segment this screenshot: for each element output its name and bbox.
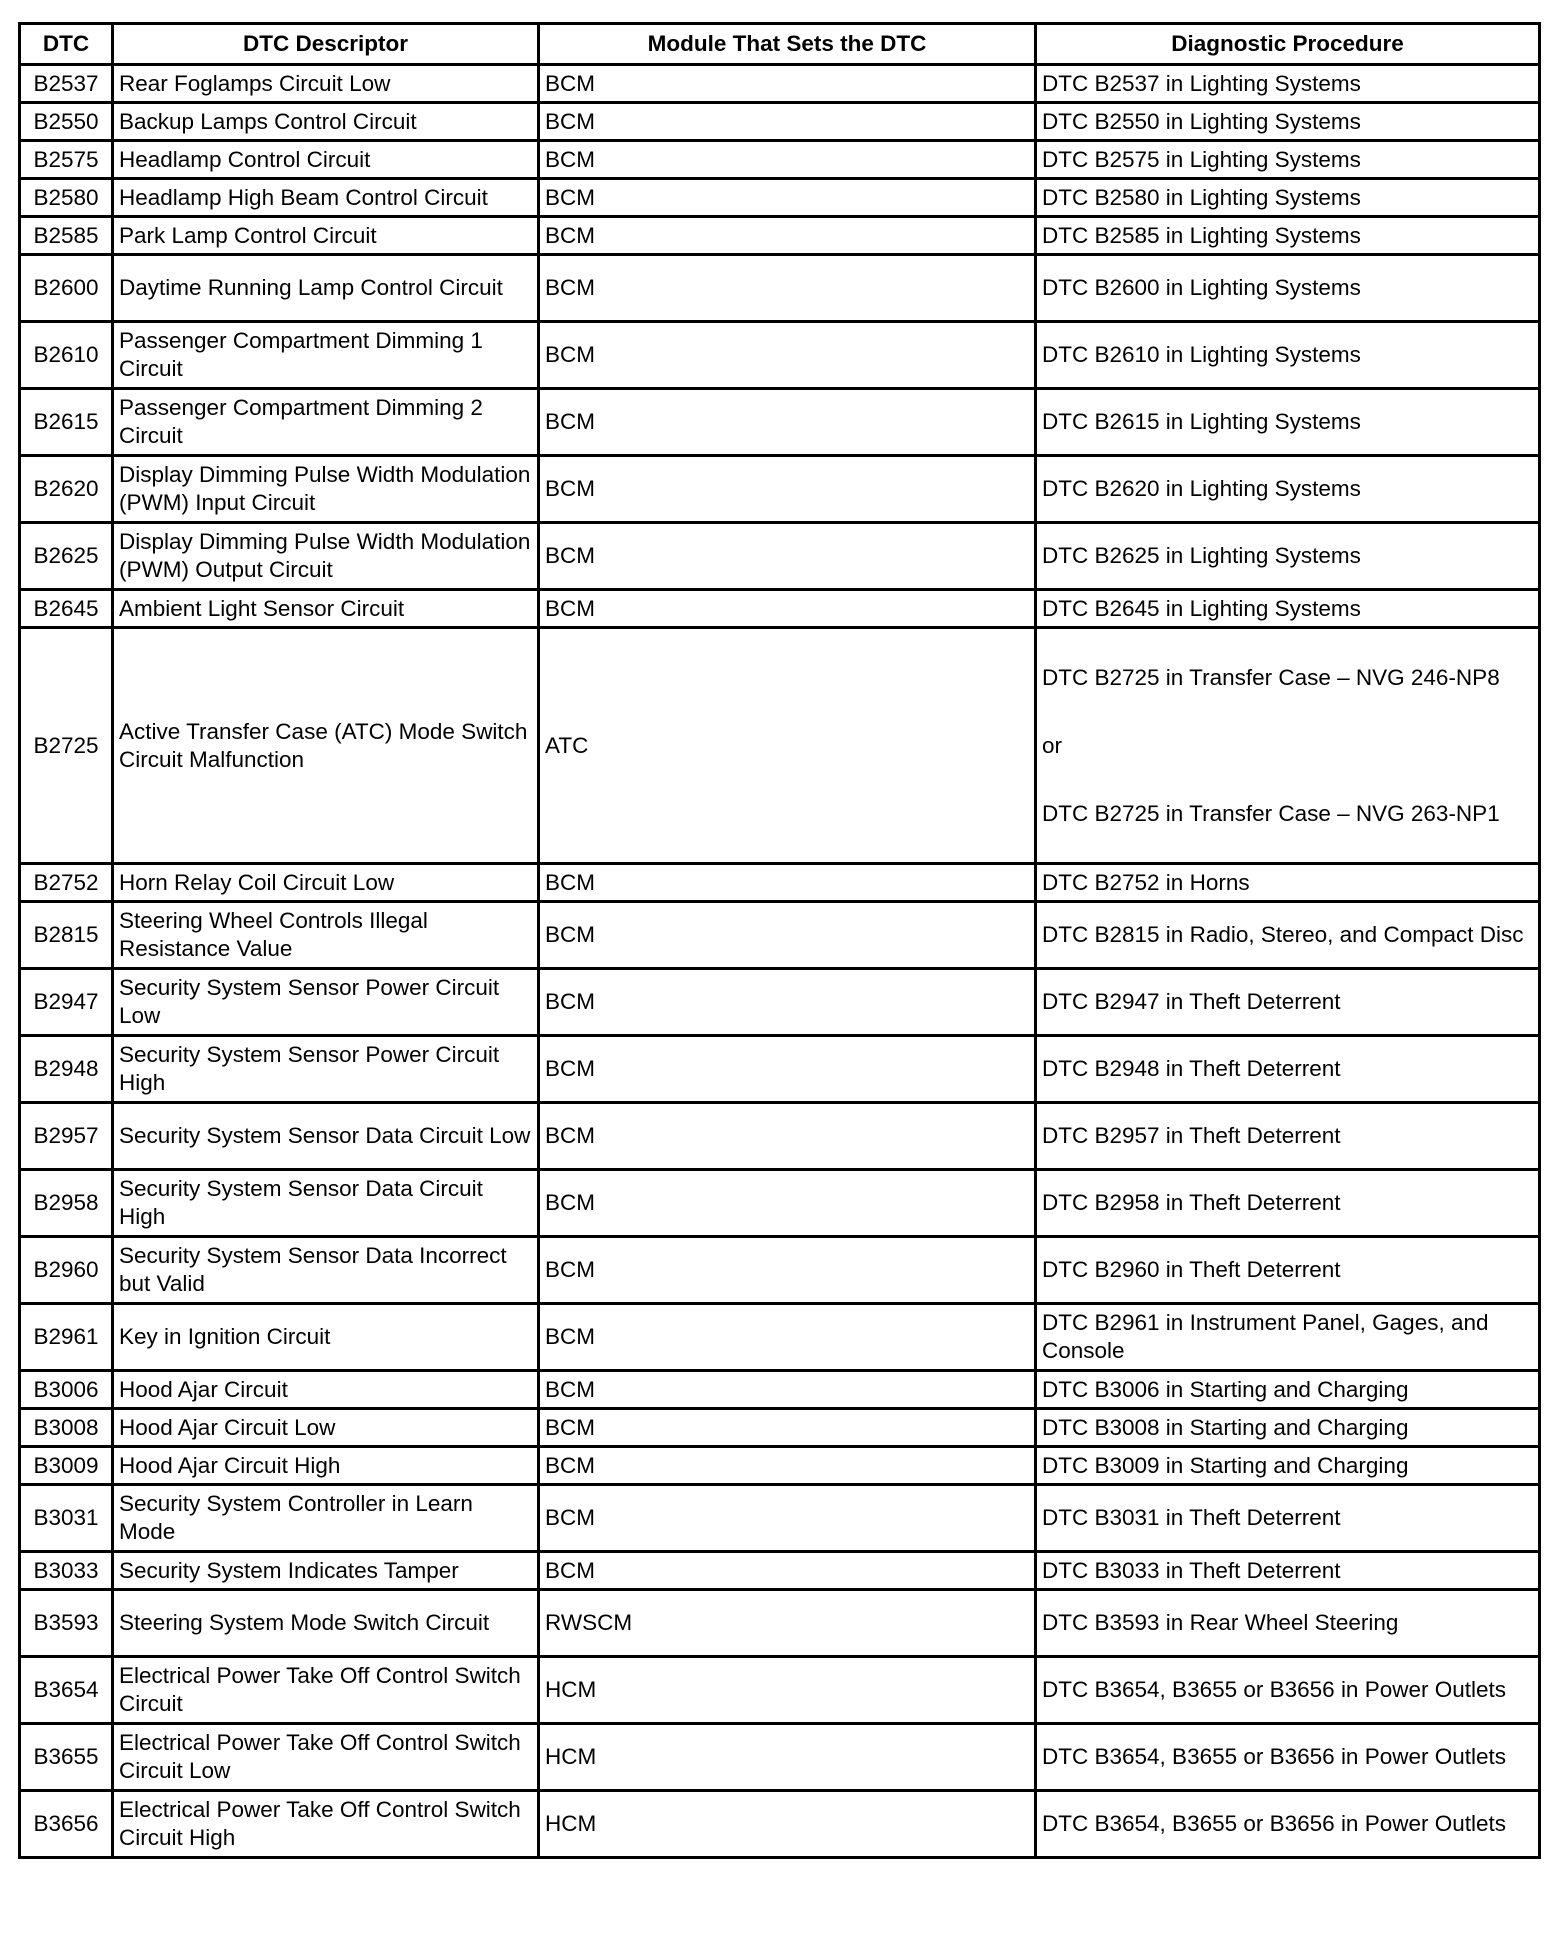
cell-module: BCM bbox=[539, 1170, 1036, 1237]
procedure-line: DTC B2575 in Lighting Systems bbox=[1042, 146, 1361, 172]
procedure-line: DTC B2752 in Horns bbox=[1042, 869, 1250, 895]
procedure-line: DTC B2958 in Theft Deterrent bbox=[1042, 1190, 1341, 1215]
cell-dtc: B2960 bbox=[20, 1237, 113, 1304]
procedure-line: DTC B3006 in Starting and Charging bbox=[1042, 1376, 1409, 1402]
cell-module: HCM bbox=[539, 1657, 1036, 1724]
procedure-line: DTC B2537 in Lighting Systems bbox=[1042, 70, 1361, 96]
table-row bbox=[20, 628, 1540, 864]
table-row bbox=[20, 322, 1540, 389]
cell-module: BCM bbox=[539, 141, 1036, 179]
cell-descriptor: Steering System Mode Switch Circuit bbox=[113, 1590, 539, 1657]
table-row bbox=[20, 1371, 1540, 1409]
cell-dtc: B3031 bbox=[20, 1485, 113, 1552]
cell-procedure bbox=[1036, 65, 1540, 103]
cell-procedure bbox=[1036, 590, 1540, 628]
table-row bbox=[20, 255, 1540, 322]
cell-descriptor: Steering Wheel Controls Illegal Resistance Value bbox=[113, 902, 539, 969]
cell-descriptor: Security System Sensor Power Circuit Low bbox=[113, 969, 539, 1036]
table-header-row bbox=[20, 24, 1540, 65]
table-row bbox=[20, 179, 1540, 217]
cell-module: BCM bbox=[539, 217, 1036, 255]
cell-descriptor: Horn Relay Coil Circuit Low bbox=[113, 864, 539, 902]
cell-module: BCM bbox=[539, 590, 1036, 628]
cell-dtc: B2610 bbox=[20, 322, 113, 389]
cell-descriptor: Passenger Compartment Dimming 1 Circuit bbox=[113, 322, 539, 389]
procedure-line: DTC B2625 in Lighting Systems bbox=[1042, 543, 1361, 568]
cell-dtc: B2625 bbox=[20, 523, 113, 590]
cell-module: BCM bbox=[539, 1304, 1036, 1371]
cell-procedure bbox=[1036, 255, 1540, 322]
cell-procedure bbox=[1036, 141, 1540, 179]
table-row bbox=[20, 1409, 1540, 1447]
cell-module: BCM bbox=[539, 456, 1036, 523]
cell-descriptor: Hood Ajar Circuit High bbox=[113, 1447, 539, 1485]
cell-procedure bbox=[1036, 1552, 1540, 1590]
procedure-line: DTC B2961 in Instrument Panel, Gages, and Console bbox=[1042, 1310, 1489, 1363]
cell-module: BCM bbox=[539, 1103, 1036, 1170]
cell-module: BCM bbox=[539, 322, 1036, 389]
cell-descriptor: Active Transfer Case (ATC) Mode Switch Circuit Malfunction bbox=[113, 628, 539, 864]
cell-procedure bbox=[1036, 389, 1540, 456]
table-row bbox=[20, 389, 1540, 456]
cell-procedure bbox=[1036, 969, 1540, 1036]
cell-module: BCM bbox=[539, 1036, 1036, 1103]
dtc-table-sheet bbox=[18, 22, 1538, 1859]
dtc-table bbox=[18, 22, 1541, 1859]
cell-descriptor: Display Dimming Pulse Width Modulation (PWM) Output Circuit bbox=[113, 523, 539, 590]
procedure-line: DTC B2725 in Transfer Case – NVG 263-NP1 bbox=[1042, 800, 1500, 826]
cell-dtc: B2752 bbox=[20, 864, 113, 902]
table-body bbox=[20, 65, 1540, 1858]
procedure-line: DTC B2620 in Lighting Systems bbox=[1042, 476, 1361, 501]
table-row bbox=[20, 1036, 1540, 1103]
cell-dtc: B3655 bbox=[20, 1724, 113, 1791]
cell-procedure bbox=[1036, 456, 1540, 523]
cell-module: ATC bbox=[539, 628, 1036, 864]
cell-dtc: B3008 bbox=[20, 1409, 113, 1447]
cell-procedure bbox=[1036, 217, 1540, 255]
procedure-line: DTC B3033 in Theft Deterrent bbox=[1042, 1557, 1341, 1583]
cell-dtc: B2550 bbox=[20, 103, 113, 141]
cell-descriptor: Passenger Compartment Dimming 2 Circuit bbox=[113, 389, 539, 456]
table-row bbox=[20, 141, 1540, 179]
cell-dtc: B2620 bbox=[20, 456, 113, 523]
procedure-line: DTC B2645 in Lighting Systems bbox=[1042, 595, 1361, 621]
cell-dtc: B2645 bbox=[20, 590, 113, 628]
cell-module: BCM bbox=[539, 103, 1036, 141]
cell-module: BCM bbox=[539, 1371, 1036, 1409]
cell-procedure bbox=[1036, 322, 1540, 389]
table-row bbox=[20, 1485, 1540, 1552]
cell-module: BCM bbox=[539, 255, 1036, 322]
cell-procedure bbox=[1036, 1409, 1540, 1447]
procedure-line: DTC B2585 in Lighting Systems bbox=[1042, 222, 1361, 248]
procedure-line: DTC B2610 in Lighting Systems bbox=[1042, 342, 1361, 367]
procedure-line: DTC B3654, B3655 or B3656 in Power Outlets bbox=[1042, 1811, 1507, 1836]
cell-descriptor: Electrical Power Take Off Control Switch Circuit High bbox=[113, 1791, 539, 1858]
cell-descriptor: Ambient Light Sensor Circuit bbox=[113, 590, 539, 628]
table-row bbox=[20, 902, 1540, 969]
cell-dtc: B2725 bbox=[20, 628, 113, 864]
procedure-gap bbox=[1042, 692, 1533, 732]
cell-descriptor: Electrical Power Take Off Control Switch Circuit Low bbox=[113, 1724, 539, 1791]
table-row bbox=[20, 217, 1540, 255]
cell-descriptor: Security System Sensor Data Incorrect but Valid bbox=[113, 1237, 539, 1304]
cell-procedure bbox=[1036, 1485, 1540, 1552]
procedure-line: DTC B2948 in Theft Deterrent bbox=[1042, 1056, 1341, 1081]
table-row bbox=[20, 103, 1540, 141]
table-row bbox=[20, 1103, 1540, 1170]
cell-dtc: B3654 bbox=[20, 1657, 113, 1724]
cell-dtc: B2961 bbox=[20, 1304, 113, 1371]
cell-procedure bbox=[1036, 179, 1540, 217]
cell-descriptor: Key in Ignition Circuit bbox=[113, 1304, 539, 1371]
cell-descriptor: Rear Foglamps Circuit Low bbox=[113, 65, 539, 103]
cell-procedure bbox=[1036, 628, 1540, 864]
cell-module: BCM bbox=[539, 179, 1036, 217]
cell-descriptor: Electrical Power Take Off Control Switch Circuit bbox=[113, 1657, 539, 1724]
cell-module: BCM bbox=[539, 1485, 1036, 1552]
cell-descriptor: Security System Controller in Learn Mode bbox=[113, 1485, 539, 1552]
procedure-line: DTC B2960 in Theft Deterrent bbox=[1042, 1257, 1341, 1282]
table-row bbox=[20, 523, 1540, 590]
cell-module: BCM bbox=[539, 523, 1036, 590]
cell-module: HCM bbox=[539, 1724, 1036, 1791]
cell-descriptor: Security System Sensor Power Circuit High bbox=[113, 1036, 539, 1103]
table-row bbox=[20, 864, 1540, 902]
procedure-line: DTC B3008 in Starting and Charging bbox=[1042, 1414, 1409, 1440]
cell-dtc: B2957 bbox=[20, 1103, 113, 1170]
procedure-line: DTC B2725 in Transfer Case – NVG 246-NP8 bbox=[1042, 664, 1500, 690]
cell-module: BCM bbox=[539, 65, 1036, 103]
cell-dtc: B2585 bbox=[20, 217, 113, 255]
cell-procedure bbox=[1036, 1590, 1540, 1657]
table-row bbox=[20, 65, 1540, 103]
cell-dtc: B2815 bbox=[20, 902, 113, 969]
procedure-line: or bbox=[1042, 732, 1063, 758]
table-row bbox=[20, 456, 1540, 523]
cell-procedure bbox=[1036, 1036, 1540, 1103]
cell-module: BCM bbox=[539, 902, 1036, 969]
cell-procedure bbox=[1036, 864, 1540, 902]
procedure-line: DTC B2600 in Lighting Systems bbox=[1042, 275, 1361, 300]
cell-descriptor: Headlamp High Beam Control Circuit bbox=[113, 179, 539, 217]
cell-descriptor: Park Lamp Control Circuit bbox=[113, 217, 539, 255]
cell-procedure bbox=[1036, 1447, 1540, 1485]
cell-module: BCM bbox=[539, 1409, 1036, 1447]
table-row bbox=[20, 1724, 1540, 1791]
header-descriptor: DTC Descriptor bbox=[113, 24, 539, 65]
procedure-gap bbox=[1042, 760, 1533, 800]
cell-descriptor: Security System Sensor Data Circuit Low bbox=[113, 1103, 539, 1170]
cell-dtc: B3656 bbox=[20, 1791, 113, 1858]
cell-descriptor: Hood Ajar Circuit bbox=[113, 1371, 539, 1409]
cell-descriptor: Security System Indicates Tamper bbox=[113, 1552, 539, 1590]
cell-dtc: B2537 bbox=[20, 65, 113, 103]
cell-procedure bbox=[1036, 1657, 1540, 1724]
procedure-line: DTC B2947 in Theft Deterrent bbox=[1042, 989, 1341, 1014]
table-row bbox=[20, 1657, 1540, 1724]
procedure-line: DTC B3009 in Starting and Charging bbox=[1042, 1452, 1409, 1478]
cell-procedure bbox=[1036, 1724, 1540, 1791]
procedure-line: DTC B2815 in Radio, Stereo, and Compact Disc bbox=[1042, 922, 1524, 947]
cell-procedure bbox=[1036, 1103, 1540, 1170]
header-module: Module That Sets the DTC bbox=[539, 24, 1036, 65]
cell-dtc: B3006 bbox=[20, 1371, 113, 1409]
table-row bbox=[20, 969, 1540, 1036]
table-row bbox=[20, 1590, 1540, 1657]
header-dtc: DTC bbox=[20, 24, 113, 65]
procedure-line: DTC B3654, B3655 or B3656 in Power Outlets bbox=[1042, 1677, 1507, 1702]
cell-procedure bbox=[1036, 103, 1540, 141]
cell-module: BCM bbox=[539, 1237, 1036, 1304]
table-row bbox=[20, 1304, 1540, 1371]
table-row bbox=[20, 1791, 1540, 1858]
cell-procedure bbox=[1036, 523, 1540, 590]
procedure-line: DTC B3593 in Rear Wheel Steering bbox=[1042, 1610, 1399, 1635]
cell-procedure bbox=[1036, 1304, 1540, 1371]
cell-module: BCM bbox=[539, 1447, 1036, 1485]
cell-dtc: B2615 bbox=[20, 389, 113, 456]
cell-descriptor: Daytime Running Lamp Control Circuit bbox=[113, 255, 539, 322]
table-row bbox=[20, 1552, 1540, 1590]
cell-descriptor: Display Dimming Pulse Width Modulation (PWM) Input Circuit bbox=[113, 456, 539, 523]
cell-module: HCM bbox=[539, 1791, 1036, 1858]
cell-descriptor: Headlamp Control Circuit bbox=[113, 141, 539, 179]
procedure-line: DTC B2580 in Lighting Systems bbox=[1042, 184, 1361, 210]
table-row bbox=[20, 590, 1540, 628]
table-row bbox=[20, 1170, 1540, 1237]
cell-dtc: B3033 bbox=[20, 1552, 113, 1590]
cell-procedure bbox=[1036, 1170, 1540, 1237]
cell-module: BCM bbox=[539, 864, 1036, 902]
procedure-line: DTC B2615 in Lighting Systems bbox=[1042, 409, 1361, 434]
cell-descriptor: Backup Lamps Control Circuit bbox=[113, 103, 539, 141]
cell-dtc: B3009 bbox=[20, 1447, 113, 1485]
cell-procedure bbox=[1036, 1791, 1540, 1858]
procedure-line: DTC B2957 in Theft Deterrent bbox=[1042, 1123, 1341, 1148]
cell-module: BCM bbox=[539, 969, 1036, 1036]
cell-procedure bbox=[1036, 1371, 1540, 1409]
cell-dtc: B2600 bbox=[20, 255, 113, 322]
cell-dtc: B2948 bbox=[20, 1036, 113, 1103]
cell-dtc: B3593 bbox=[20, 1590, 113, 1657]
cell-module: BCM bbox=[539, 1552, 1036, 1590]
cell-procedure bbox=[1036, 1237, 1540, 1304]
header-procedure: Diagnostic Procedure bbox=[1036, 24, 1540, 65]
table-row bbox=[20, 1237, 1540, 1304]
cell-procedure bbox=[1036, 902, 1540, 969]
cell-dtc: B2575 bbox=[20, 141, 113, 179]
procedure-line: DTC B2550 in Lighting Systems bbox=[1042, 108, 1361, 134]
cell-module: RWSCM bbox=[539, 1590, 1036, 1657]
cell-descriptor: Hood Ajar Circuit Low bbox=[113, 1409, 539, 1447]
procedure-line: DTC B3031 in Theft Deterrent bbox=[1042, 1505, 1341, 1530]
cell-dtc: B2947 bbox=[20, 969, 113, 1036]
procedure-line: DTC B3654, B3655 or B3656 in Power Outlets bbox=[1042, 1744, 1507, 1769]
cell-descriptor: Security System Sensor Data Circuit High bbox=[113, 1170, 539, 1237]
table-row bbox=[20, 1447, 1540, 1485]
cell-module: BCM bbox=[539, 389, 1036, 456]
cell-dtc: B2580 bbox=[20, 179, 113, 217]
cell-dtc: B2958 bbox=[20, 1170, 113, 1237]
